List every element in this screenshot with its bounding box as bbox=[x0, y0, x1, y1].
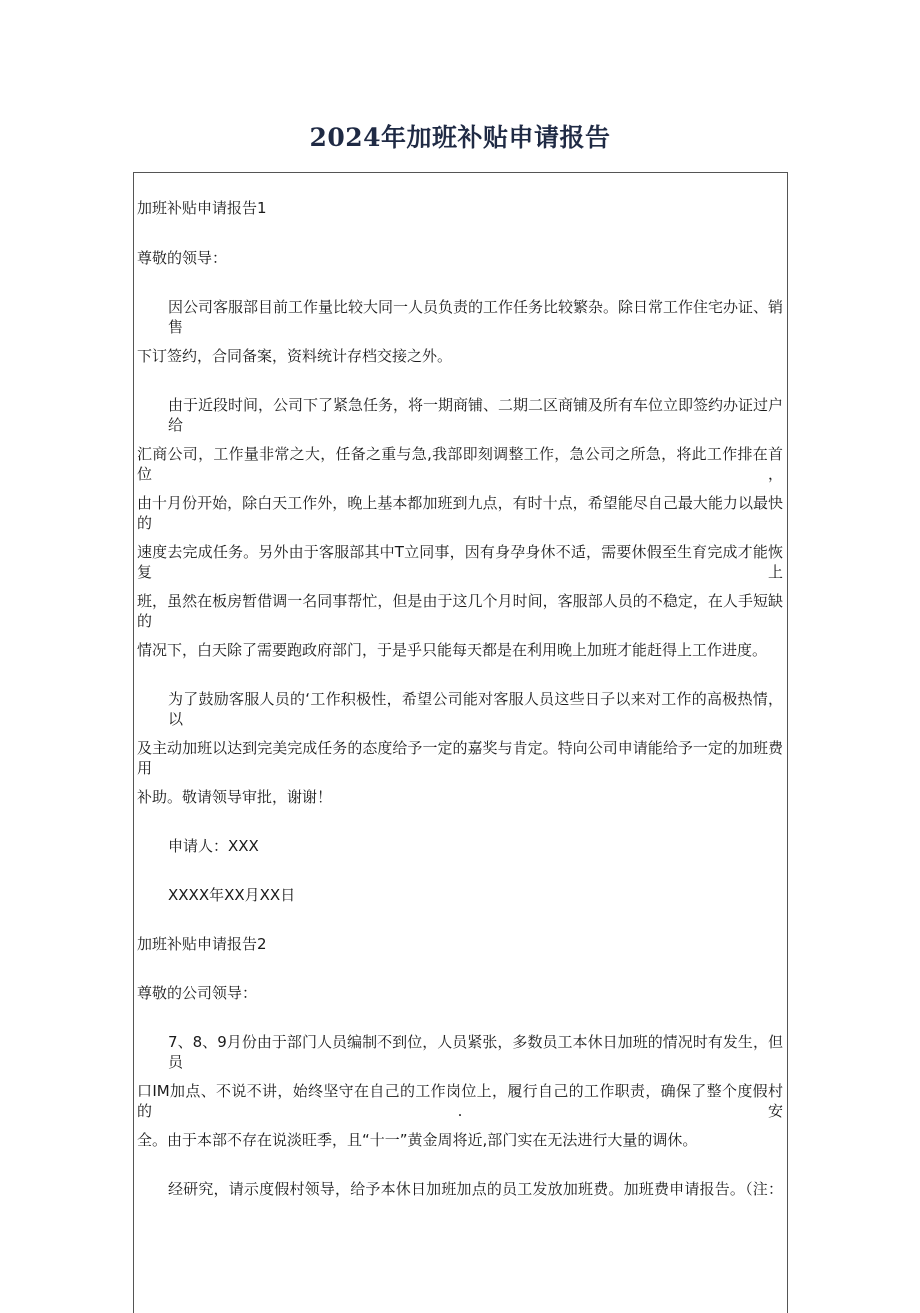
report1-p1-line: 因公司客服部目前工作量比较大同一人员负责的工作任务比较繁杂。除日常工作住宅办证、销售 bbox=[168, 298, 784, 336]
report1-applicant: 申请人：XXX bbox=[168, 837, 259, 855]
report2-p2-line: 经研究，请示度假村领导，给予本休日加班加点的员工发放加班费。加班费申请报告。（注： bbox=[168, 1180, 783, 1198]
report1-p1-line: 下订签约，合同备案，资料统计存档交接之外。 bbox=[137, 347, 453, 365]
report2-p1-line: 全。由于本部不存在说淡旺季，且“十一”黄金周将近,部门实在无法进行大量的调休。 bbox=[137, 1131, 698, 1149]
report1-p2-line: 汇商公司，工作量非常之大，任备之重与急,我部即刻调整工作，急公司之所急，将此工作排在首位， bbox=[137, 445, 783, 483]
report1-p3-line: 为了鼓励客服人员的‘工作积极性，希望公司能对客服人员这些日子以来对工作的高极热情，以 bbox=[168, 690, 783, 728]
report1-date: XXXX年XX月XX日 bbox=[168, 886, 296, 904]
report1-p2-line: 情况下，白天除了需要跑政府部门，于是乎只能每天都是在利用晚上加班才能赶得上工作进度。 bbox=[137, 641, 768, 659]
report1-heading: 加班补贴申请报告1 bbox=[137, 199, 267, 217]
report1-p2-line: 由十月份开始，除白天工作外，晚上基本都加班到九点，有时十点，希望能尽自己最大能力以最快的 bbox=[137, 494, 783, 532]
report1-p3-line: 及主动加班以达到完美完成任务的态度给予一定的嘉奖与肯定。特向公司申请能给予一定的加班费用 bbox=[137, 739, 783, 777]
report1-p2-line: 班，虽然在板房暂借调一名同事帮忙，但是由于这几个月时间，客服部人员的不稳定，在人手短缺的 bbox=[137, 592, 783, 630]
report1-p3-line: 补助。敬请领导审批，谢谢！ bbox=[137, 788, 333, 806]
report1-p2-line: 由于近段时间，公司下了紧急任务，将一期商铺、二期二区商铺及所有车位立即签约办证过户给 bbox=[168, 396, 784, 434]
report2-p1-line: 口IM加点、不说不讲，始终坚守在自己的工作岗位上，履行自己的工作职责，确保了整个度假村的.安 bbox=[137, 1082, 783, 1120]
report2-salutation: 尊敬的公司领导： bbox=[137, 984, 258, 1002]
report2-p1-line: 7、8、9月份由于部门人员编制不到位，人员紧张，多数员工本休日加班的情况时有发生，但员 bbox=[168, 1033, 783, 1071]
report2-heading: 加班补贴申请报告2 bbox=[137, 935, 267, 953]
report1-salutation: 尊敬的领导： bbox=[137, 249, 228, 267]
page-title: 2024年加班补贴申请报告 bbox=[309, 123, 611, 152]
report1-p2-line: 速度去完成任务。另外由于客服部其中T立同事，因有身孕身休不适，需要休假至生育完成才能恢复上 bbox=[137, 543, 783, 581]
